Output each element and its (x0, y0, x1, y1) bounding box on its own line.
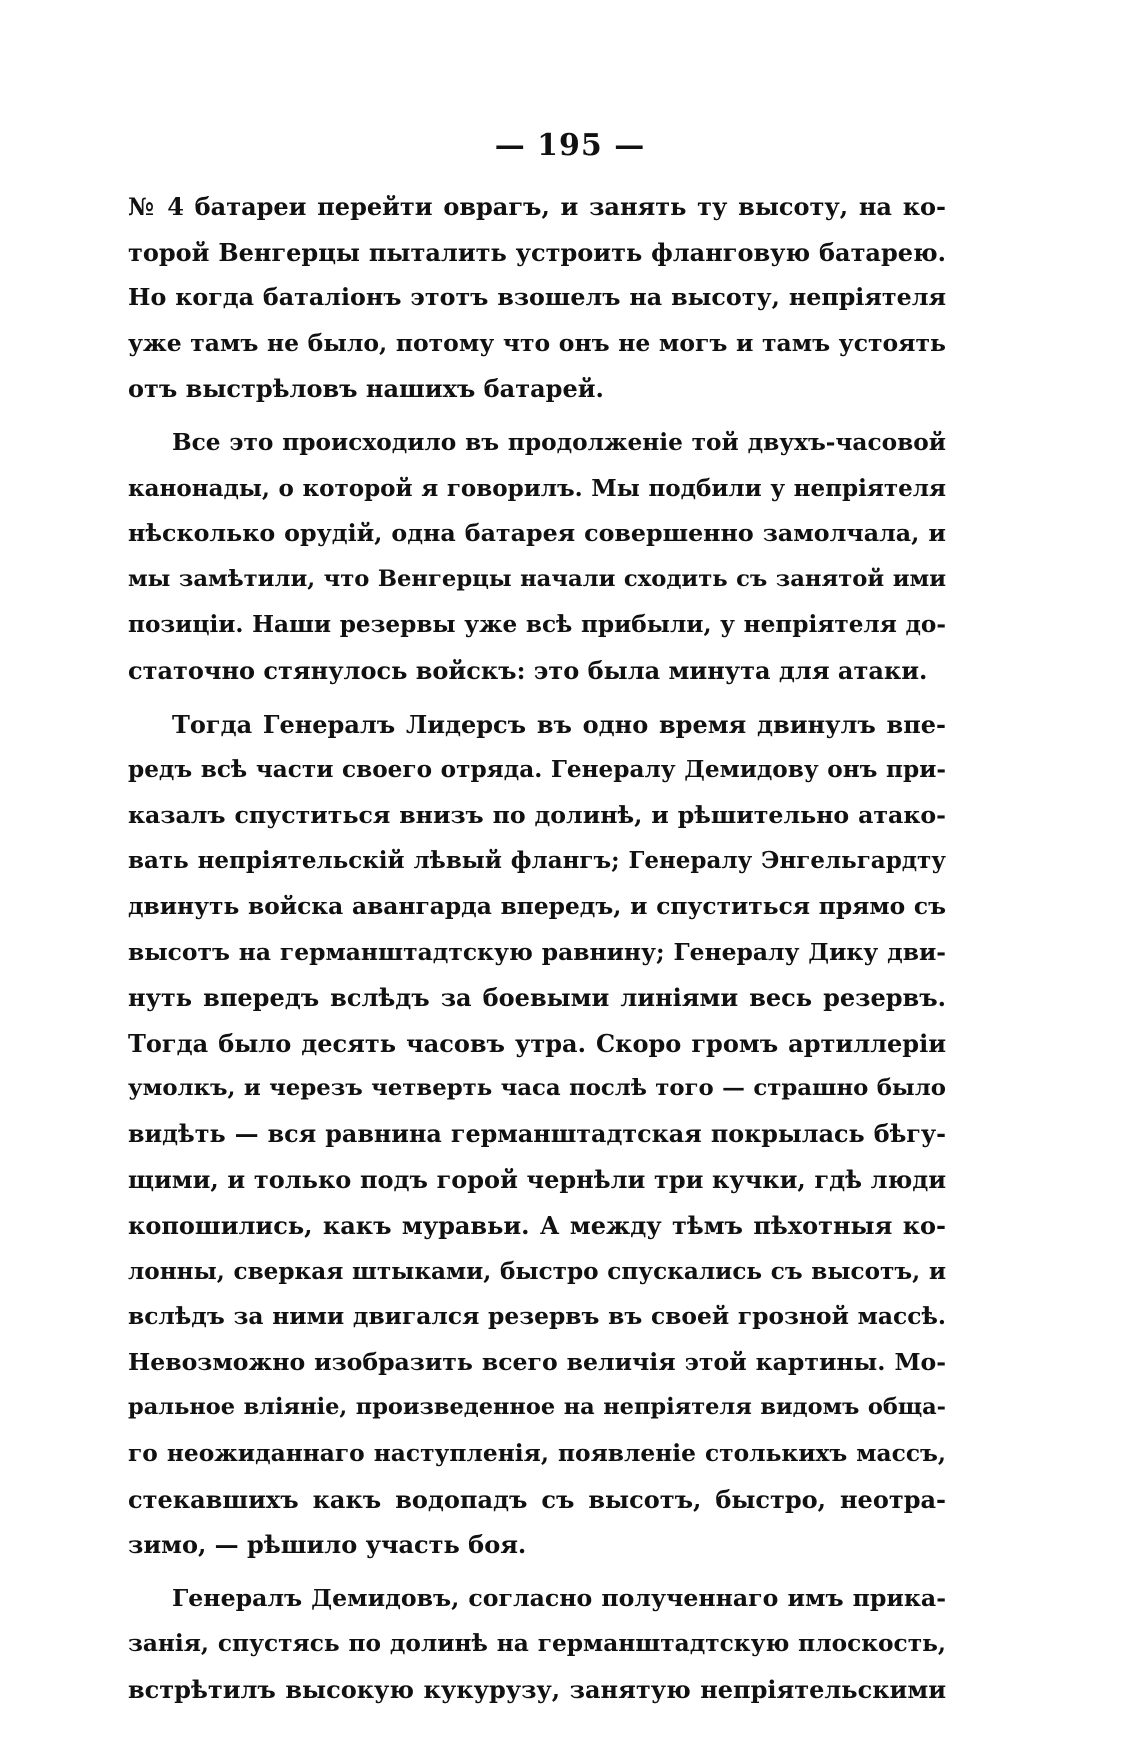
body-text (128, 184, 946, 1713)
text-line: статочно стянулось войскъ: это была минута для атаки. (128, 655, 928, 685)
text-line: вслѣдъ за ними двигался резервъ въ своей грозной массѣ. (128, 1302, 946, 1331)
text-line: зимо, — рѣшило участь боя. (128, 1530, 527, 1560)
text-line: редъ всѣ части своего отряда. Генералу Демидову онъ при- (128, 756, 946, 784)
text-line: нуть впередъ вслѣдъ за боевыми линіями весь резервъ. (128, 983, 946, 1013)
paragraph-3 (128, 702, 946, 1568)
text-line: двинуть войска авангарда впередъ, и спуститься прямо съ (128, 892, 946, 920)
text-line: встрѣтилъ высокую кукурузу, занятую непріятельскими (128, 1675, 946, 1704)
text-line: щими, и только подъ горой чернѣли три кучки, гдѣ люди (128, 1165, 946, 1195)
text-line: № 4 батареи перейти оврагъ, и занять ту высоту, на ко- (128, 192, 946, 221)
page-number: — 195 — (494, 128, 646, 163)
text-line: умолкъ, и черезъ четверть часа послѣ того — страшно было (128, 1075, 946, 1102)
text-line: Тогда Генералъ Лидерсъ въ одно время двинулъ впе- (172, 709, 946, 739)
text-line: видѣть — вся равнина германштадтская покрылась бѣгу- (128, 1119, 946, 1148)
text-line: ральное вліяніе, произведенное на непріятеля видомъ обща- (128, 1394, 946, 1421)
text-line: Генералъ Демидовъ, согласно полученнаго имъ прика- (172, 1583, 946, 1612)
text-line: го неожиданнаго наступленія, появленіе столькихъ массъ, (128, 1440, 946, 1468)
text-line: Но когда баталіонъ этотъ взошелъ на высоту, непріятеля (128, 283, 946, 312)
paragraph-1 (128, 184, 946, 412)
text-line: казалъ спуститься внизъ по долинѣ, и рѣшительно атако- (128, 800, 946, 829)
text-line: копошились, какъ муравьи. А между тѣмъ пѣхотныя ко- (128, 1211, 946, 1241)
paragraph-4 (128, 1576, 946, 1713)
text-line: занія, спустясь по долинѣ на германштадтскую плоскость, (128, 1630, 946, 1658)
text-line: торой Венгерцы пыталить устроить фланговую батарею. (128, 237, 946, 267)
text-line: вать непріятельскій лѣвый флангъ; Генералу Энгельгардту (128, 847, 946, 875)
text-line: Тогда было десять часовъ утра. Скоро громъ артиллеріи (128, 1028, 946, 1058)
text-line: уже тамъ не было, потому что онъ не могъ и тамъ устоять (128, 328, 946, 357)
text-line: Невозможно изобразить всего величія этой картины. Мо- (128, 1347, 946, 1376)
text-line: позиціи. Наши резервы уже всѣ прибыли, у непріятеля до- (128, 611, 946, 639)
text-line: отъ выстрѣловъ нашихъ батарей. (128, 374, 604, 404)
text-line: Все это происходило въ продолженіе той двухъ-часовой (172, 428, 946, 456)
text-line: лонны, сверкая штыками, быстро спускались съ высотъ, и (128, 1257, 946, 1285)
text-line: стекавшихъ какъ водопадъ съ высотъ, быстро, неотра- (128, 1484, 946, 1514)
text-line: мы замѣтили, что Венгерцы начали сходить съ занятой ими (128, 565, 946, 592)
paragraph-2 (128, 420, 946, 694)
text-line: канонады, о которой я говорилъ. Мы подбили у непріятеля (128, 474, 946, 502)
text-line: нѣсколько орудій, одна батарея совершенно замолчала, и (128, 519, 946, 548)
text-line: высотъ на германштадтскую равнину; Генералу Дику дви- (128, 937, 946, 966)
